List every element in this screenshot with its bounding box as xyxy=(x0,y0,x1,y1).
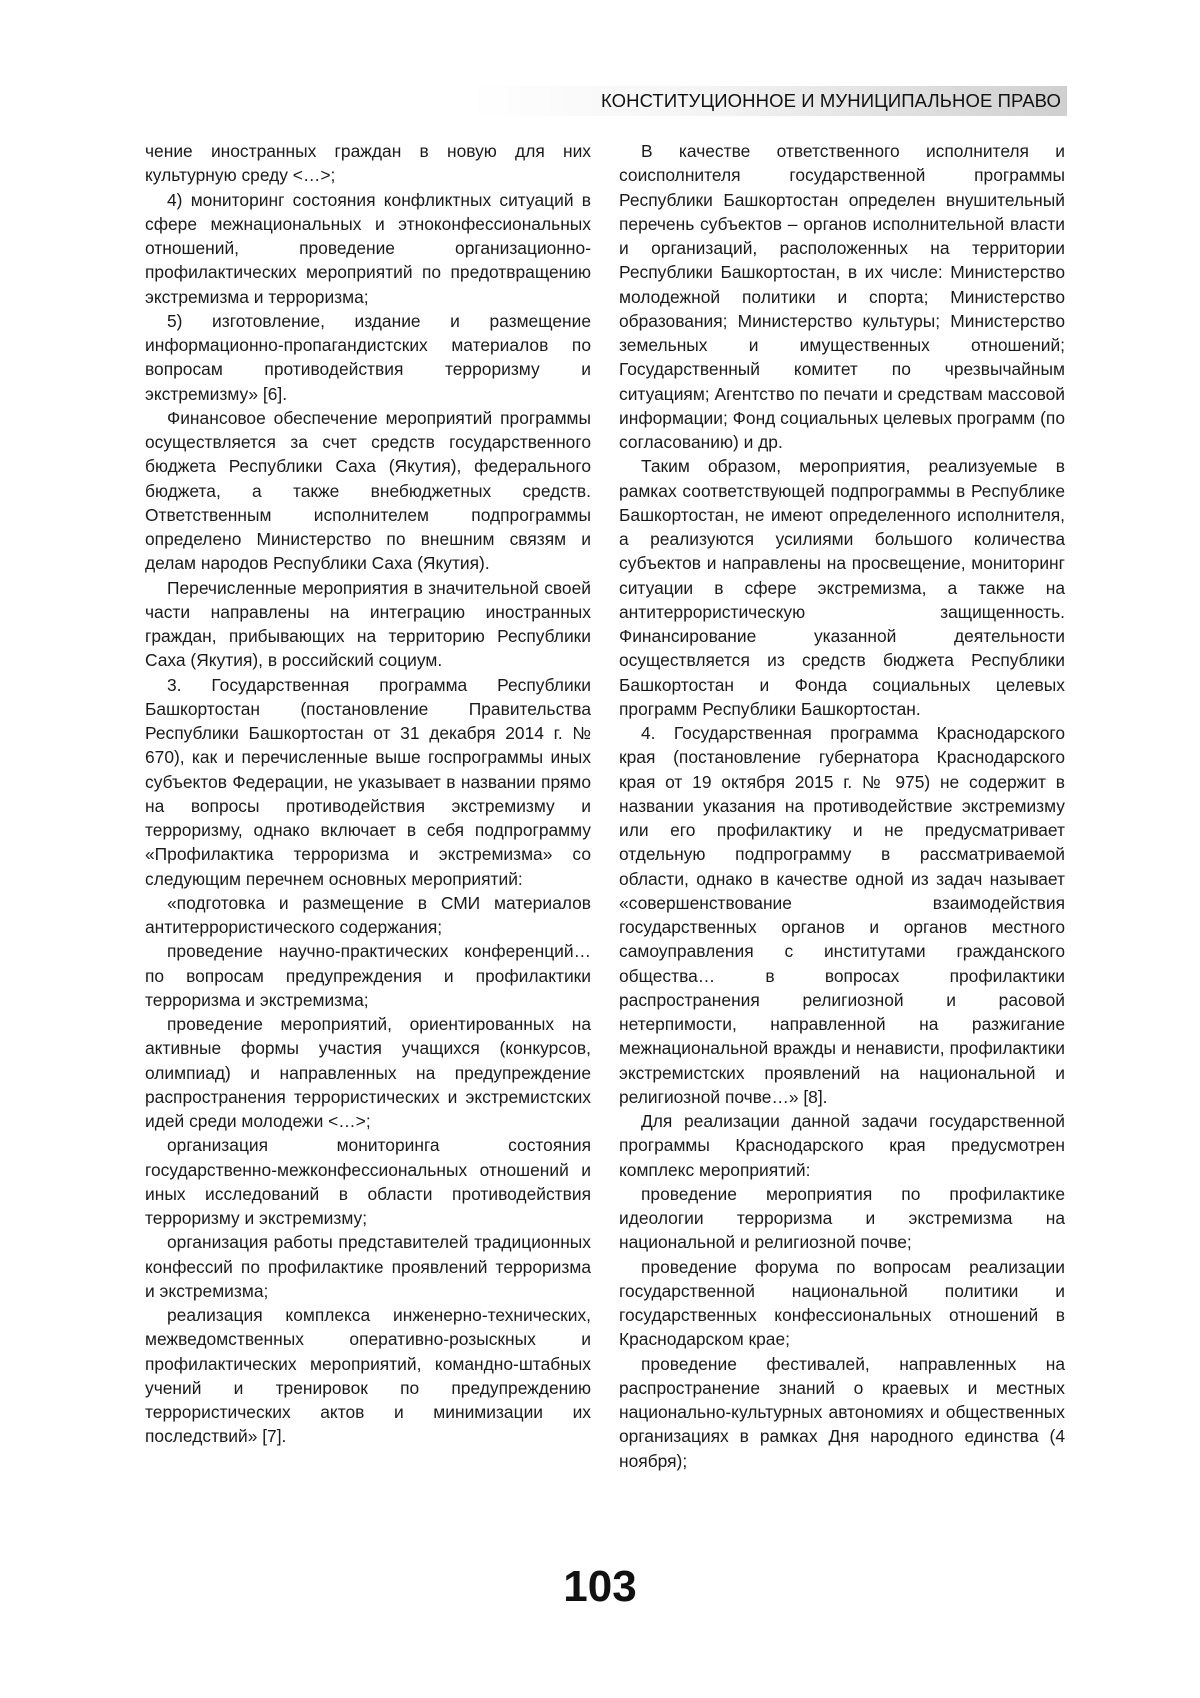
paragraph: Таким образом, мероприятия, реализуемые в рамках соответствующей подпрограммы в Республике Башкортостан, не имеют определенного исполнителя, а реализуются усилиями большого количества субъектов и направлены на просвещение, мониторинг ситуации в сфере экстремизма, а также на антитеррористическую защищенность. Финансирование указанной деятельности осуществляется из средств бюджета Республики Башкортостан и Фонда социальных целевых программ Республики Башкортостан. xyxy=(619,454,1065,721)
paragraph: проведение научно-практических конференций… по вопросам предупреждения и профилактики терроризма и экстремизма; xyxy=(145,939,591,1012)
paragraph: проведение форума по вопросам реализации государственной национальной политики и государственных конфессиональных отношений в Краснодарском крае; xyxy=(619,1255,1065,1352)
paragraph: 3. Государственная программа Республики Башкортостан (постановление Правительства Республики Башкортостан от 31 декабря 2014 г. № 670), как и перечисленные выше госпрограммы иных субъектов Федерации, не указывает в названии прямо на вопросы противодействия экстремизму и терроризму, однако включает в себя подпрограмму «Профилактика терроризма и экстремизма» со следующим перечнем основных мероприятий: xyxy=(145,673,591,891)
paragraph: проведение мероприятий, ориентированных на активные формы участия учащихся (конкурсов, олимпиад) и направленных на предупреждение распространения террористических и экстремистских идей среди молодежи <…>; xyxy=(145,1012,591,1133)
paragraph: В качестве ответственного исполнителя и соисполнителя государственной программы Республики Башкортостан определен внушительный перечень субъектов – органов исполнительной власти и организаций, расположенных на территории Республики Башкортостан, в их числе: Министерство молодежной политики и спорта; Министерство образования; Министерство культуры; Министерство земельных и имущественных отношений; Государственный комитет по чрезвычайным ситуациям; Агентство по печати и средствам массовой информации; Фонд социальных целевых программ (по согласованию) и др. xyxy=(619,139,1065,454)
paragraph: Для реализации данной задачи государственной программы Краснодарского края предусмотрен комплекс мероприятий: xyxy=(619,1109,1065,1182)
right-column xyxy=(619,139,1065,1473)
paragraph: 4) мониторинг состояния конфликтных ситуаций в сфере межнациональных и этноконфессиональных отношений, проведение организационно-профилактических мероприятий по предотвращению экстремизма и терроризма; xyxy=(145,188,591,309)
paragraph: организация мониторинга состояния государственно-межконфессиональных отношений и иных исследований в области противодействия терроризму и экстремизму; xyxy=(145,1133,591,1230)
paragraph: реализация комплекса инженерно-технических, межведомственных оперативно-розыскных и профилактических мероприятий, командно-штабных учений и тренировок по предупреждению террористических актов и минимизации их последствий» [7]. xyxy=(145,1303,591,1449)
paragraph: организация работы представителей традиционных конфессий по профилактике проявлений терроризма и экстремизма; xyxy=(145,1230,591,1303)
paragraph: Перечисленные мероприятия в значительной своей части направлены на интеграцию иностранных граждан, прибывающих на территорию Республики Саха (Якутия), в российский социум. xyxy=(145,576,591,673)
paragraph: «подготовка и размещение в СМИ материалов антитеррористического содержания; xyxy=(145,891,591,940)
paragraph: 4. Государственная программа Краснодарского края (постановление губернатора Краснодарского края от 19 октября 2015 г. № 975) не содержит в названии указания на противодействие экстремизму или его профилактику и не предусматривает отдельную подпрограмму в рассматриваемой области, однако в качестве одной из задач называет «совершенствование взаимодействия государственных органов и органов местного самоуправления с институтами гражданского общества… в вопросах профилактики распространения религиозной и расовой нетерпимости, направленной на разжигание межнациональной вражды и ненависти, профилактики экстремистских проявлений на национальной и религиозной почве…» [8]. xyxy=(619,721,1065,1109)
running-header xyxy=(470,86,1067,116)
left-column xyxy=(145,139,591,1449)
paragraph: чение иностранных граждан в новую для них культурную среду <…>; xyxy=(145,139,591,188)
paragraph: проведение мероприятия по профилактике идеологии терроризма и экстремизма на национальной и религиозной почве; xyxy=(619,1182,1065,1255)
paragraph: Финансовое обеспечение мероприятий программы осуществляется за счет средств государственного бюджета Республики Саха (Якутия), федерального бюджета, а также внебюджетных средств. Ответственным исполнителем подпрограммы определено Министерство по внешним связям и делам народов Республики Саха (Якутия). xyxy=(145,406,591,576)
page-number: 103 xyxy=(0,1562,1200,1612)
paragraph: 5) изготовление, издание и размещение информационно-пропагандистских материалов по вопросам противодействия терроризму и экстремизму» [6]. xyxy=(145,309,591,406)
section-title: КОНСТИТУЦИОННОЕ И МУНИЦИПАЛЬНОЕ ПРАВО xyxy=(601,90,1061,112)
paragraph: проведение фестивалей, направленных на распространение знаний о краевых и местных национально-культурных автономиях и общественных организациях в рамках Дня народного единства (4 ноября); xyxy=(619,1352,1065,1473)
